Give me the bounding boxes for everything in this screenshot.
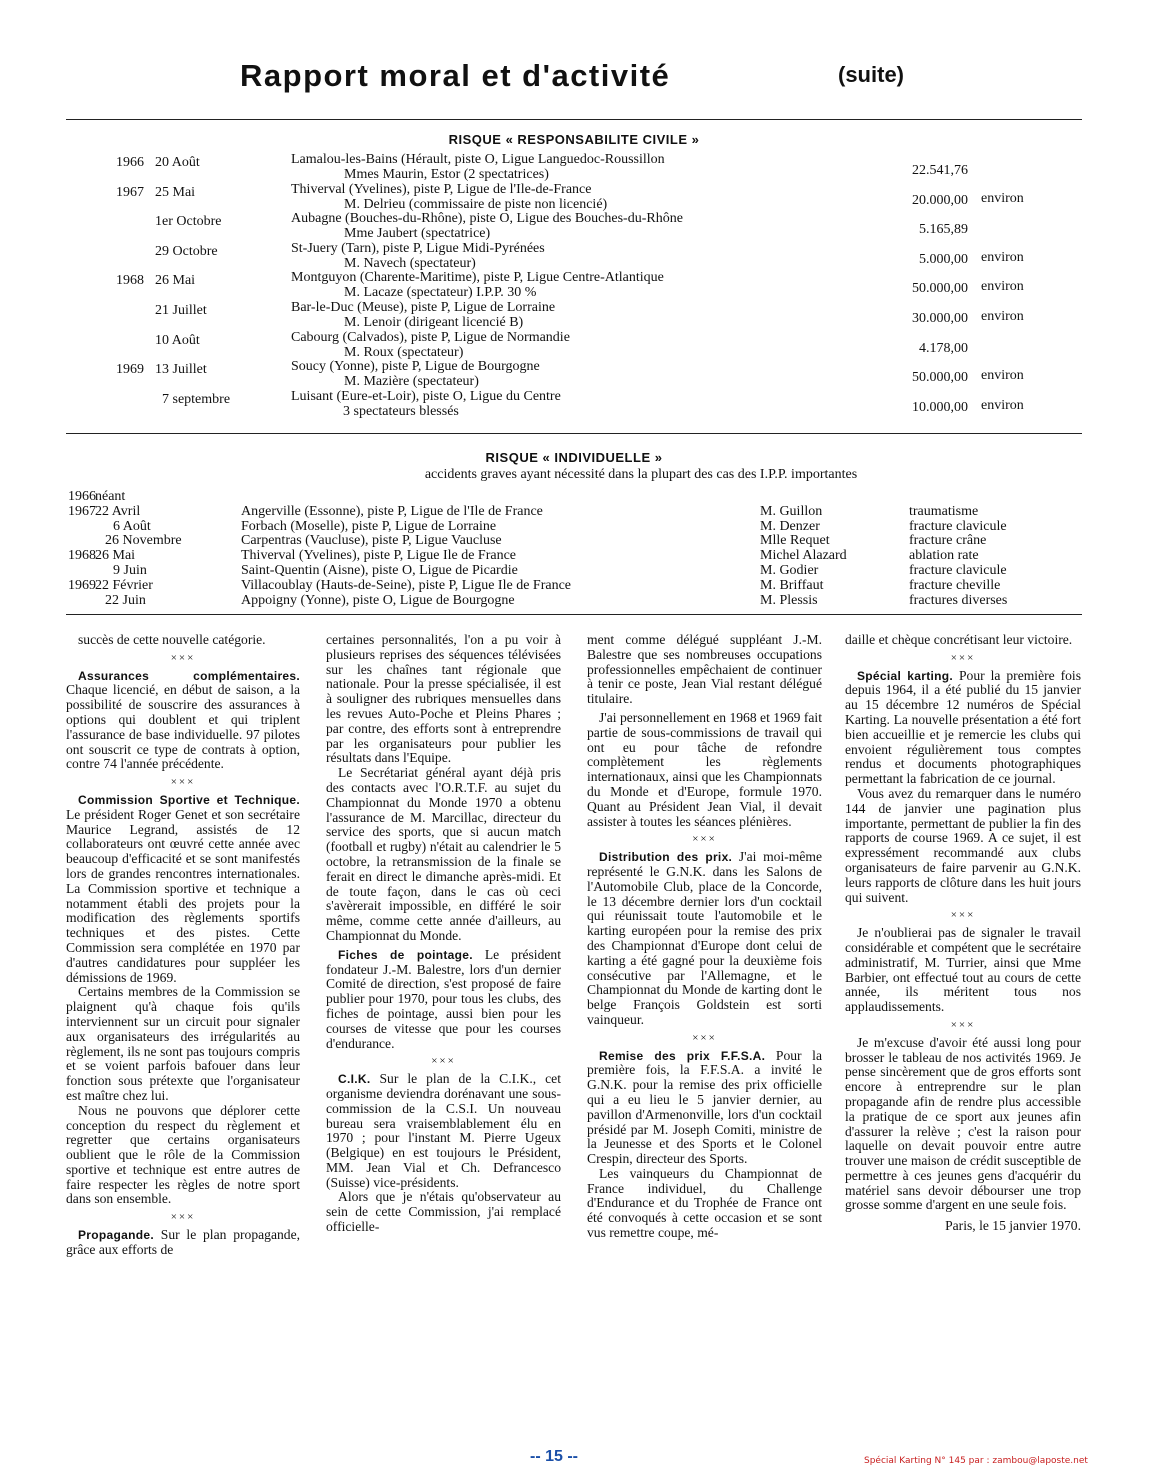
row-location: Thiverval (Yvelines), piste P, Ligue de l'Ile-de-France [291, 182, 592, 197]
section-heading-individuelle: RISQUE « INDIVIDUELLE » [485, 450, 663, 465]
row-location: Thiverval (Yvelines), piste P, Ligue Ile de France [241, 548, 517, 563]
row-victim: Mmes Maurin, Estor (2 spectatrices) [344, 167, 549, 182]
row-year: 1969 [116, 362, 144, 377]
section-heading-civile: RISQUE « RESPONSABILITE CIVILE » [448, 132, 700, 147]
paragraph-text: Pour la première fois depuis 1964, il a été publié du 15 janvier au 15 décembre 12 numéros de Spécial Karting. La nouvelle présentation a été fort bien accueillie et je remercie les clubs qui envoient régulièrement tous comptes rendus et documents photographiques permettant la fabrication de ce journal. [845, 667, 1081, 787]
paragraph [326, 1072, 561, 1190]
row-note: environ [981, 398, 1024, 413]
row-year: 1966 [68, 489, 96, 504]
paragraph-heading: Propagande. [78, 1228, 154, 1243]
paragraph: Alors que je n'étais qu'observateur au sein de cette Commission, j'ai remplacé officielle- [326, 1189, 561, 1235]
row-injury: traumatisme [909, 504, 979, 519]
row-injury: fracture clavicule [909, 519, 1007, 534]
row-amount: 4.178,00 [919, 341, 968, 356]
paragraph-heading: Remise des prix F.F.S.A. [599, 1048, 766, 1063]
row-victim: M. Mazière (spectateur) [344, 374, 479, 389]
paragraph: daille et chèque concrétisant leur victoire. [845, 632, 1073, 647]
separator: ××× [170, 776, 196, 789]
paragraph: Je n'oublierai pas de signaler le travail considérable et compétent que le secrétaire administratif, M. Turrier, ainsi que Mme Barbier, ont effectué tout au cours de cette année, ils méritent tous nos applaudissements. [845, 925, 1081, 1015]
paragraph: Je m'excuse d'avoir été aussi long pour brosser le tableau de nos activités 1969. Je pense sincèrement que de gros efforts sont encore à entreprendre sur le plan propagande afin de rendre plus accessible la pratique de ce sport aux jeunes afin d'assurer la relève ; c'est la raison pour laquelle on devait pouvoir entre autre trouver une maison de crédit susceptible de permettre à ces jeunes gens d'acquérir du matériel sans devoir débourser une trop grosse somme d'argent en une seule fois. [845, 1034, 1081, 1213]
row-location: Aubagne (Bouches-du-Rhône), piste O, Ligue des Bouches-du-Rhône [291, 211, 683, 226]
divider [66, 119, 1082, 120]
paragraph [66, 1228, 300, 1258]
row-amount: 10.000,00 [912, 400, 968, 415]
paragraph: Nous ne pouvons que déplorer cette conception du respect du règlement et regretter que certains organisateurs oublient que le rôle de la Commission sportive et technique est entre autres de faire respecter les règles de notre sport dans son ensemble. [66, 1102, 300, 1207]
row-victim: M. Roux (spectateur) [344, 345, 464, 360]
row-amount: 22.541,76 [912, 163, 968, 178]
paragraph: Le Secrétariat général ayant déjà pris des contacts avec l'O.R.T.F. au sujet du Championnat du Monde 1970 a obtenu l'assurance de M. Marcillac, directeur du service des sports, que si aucun match (football et rugby) n'était au calendrier le 5 octobre, la retransmission de la finale se ferait en direct le dimanche après-midi. Et de toute façon, dans le cas où ceci s'avèrerait impossible, en différé le soir même, comme cette année d'ailleurs, au Championnat du Monde. [326, 765, 561, 943]
article-column-1 [66, 633, 300, 1258]
row-note: environ [981, 368, 1024, 383]
row-note: environ [981, 309, 1024, 324]
row-date: 7 septembre [162, 392, 231, 407]
paragraph: certaines personnalités, l'on a pu voir à plusieurs reprises des séquences télévisées sur les chaînes tant régionale que nationale. Pour la presse spécialisée, il est à souligner des rubriques mensuelles dans les revues Auto-Poche et Pleins Phares ; par contre, des efforts sont à entreprendre par les organisateurs pour publier les résultats dans l'Equipe. [326, 632, 561, 766]
row-date: 26 Novembre [105, 533, 182, 548]
row-location: Luisant (Eure-et-Loir), piste O, Ligue du Centre [291, 389, 561, 404]
row-location: Appoigny (Yonne), piste O, Ligue de Bourgogne [241, 593, 515, 608]
row-victim: M. Navech (spectateur) [344, 256, 476, 271]
page-title: Rapport moral et d'activité [240, 58, 671, 93]
row-date: 10 Août [155, 333, 200, 348]
row-injury: fractures diverses [909, 593, 1008, 608]
row-amount: 5.000,00 [919, 252, 968, 267]
footer-credit: Spécial Karting N° 145 par : zambou@laposte.net [864, 1456, 1088, 1466]
row-date: 1er Octobre [155, 214, 222, 229]
paragraph [326, 948, 561, 1052]
separator: ××× [431, 1055, 456, 1068]
row-amount: 5.165,89 [919, 222, 968, 237]
row-date: 26 Mai [95, 548, 136, 563]
row-year: 1968 [68, 548, 96, 563]
paragraph-text: J'ai moi-même représenté le G.N.K. dans les Salons de l'Automobile Club, place de la Concorde, le 13 décembre dernier lors d'un cocktail qui réunissait toute l'automobile et le karting européen pour la remise des prix des Championnat d'Europe dont celui de karting a été gagné pour la deuxième fois consécutive par l'Allemagne, et le Championnat du Monde de karting dont le belge François Goldstein est sorti vainqueur. [587, 849, 822, 1027]
row-person: M. Briffaut [760, 578, 824, 593]
paragraph-text: Sur le plan de la C.I.K., cet organisme deviendra dorénavant une sous-commission de la C.S.I. Un nouveau bureau sera vraisemblablement élu en 1970 ; pour l'instant M. Pierre Ugeux (Belgique) en est toujours le Président, MM. Jean Vial et Ch. Defrancesco (Suisse) vice-présidents. [326, 1071, 561, 1190]
row-injury: fracture clavicule [909, 563, 1007, 578]
row-location: Saint-Quentin (Aisne), piste O, Ligue de Picardie [241, 563, 518, 578]
separator: ××× [692, 1031, 717, 1044]
paragraph-heading: Commission Sportive et Technique. [78, 792, 300, 807]
row-victim: 3 spectateurs blessés [343, 404, 459, 419]
page-number: -- 15 -- [530, 1448, 578, 1465]
paragraph: ment comme délégué suppléant J.-M. Balestre que ses nombreuses occupations professionnelles empêchaient de continuer à tenir ce poste, Jean Vial restant délégué titulaire. [587, 632, 822, 707]
row-person: Mlle Requet [760, 533, 830, 548]
row-amount: 30.000,00 [912, 311, 968, 326]
separator: ××× [950, 1018, 976, 1031]
row-date: 22 Avril [95, 504, 141, 519]
signature-date: Paris, le 15 janvier 1970. [945, 1218, 1081, 1234]
row-location: Carpentras (Vaucluse), piste P, Ligue Vaucluse [241, 533, 502, 548]
paragraph: Certains membres de la Commission se plaignent qu'à chaque fois qu'ils interviennent sur un circuit pour signaler aux organisateurs des irrégularités au règlement, ils ne sont pas toujours compris et se voient parfois bafouer dans leur fonction sous prétexte que l'organisateur est maître chez lui. [66, 984, 300, 1103]
row-injury: fracture cheville [909, 578, 1001, 593]
paragraph: Vous avez du remarquer dans le numéro 144 de janvier une pagination plus importante, permettant de publier la fin des rapports de course 1969. A ce sujet, il est expressément recommandé aux clubs organisateurs de faire parvenir au G.N.K. leurs rapports de clôture dans les huit jours qui suivent. [845, 785, 1081, 905]
page-subtitle: (suite) [838, 62, 904, 87]
separator: ××× [692, 833, 717, 846]
row-location: Soucy (Yonne), piste P, Ligue de Bourgogne [291, 359, 540, 374]
row-injury: ablation rate [909, 548, 979, 563]
row-date: 22 Juin [105, 593, 146, 608]
paragraph-heading: C.I.K. [338, 1072, 371, 1087]
row-victim: Mme Jaubert (spectatrice) [344, 226, 491, 241]
row-amount: 50.000,00 [912, 370, 968, 385]
row-victim: M. Lacaze (spectateur) I.P.P. 30 % [344, 285, 537, 300]
article-column-3 [587, 633, 822, 1241]
separator: ××× [950, 909, 976, 922]
row-note: environ [981, 279, 1024, 294]
paragraph [587, 1049, 822, 1167]
row-person: M. Godier [760, 563, 819, 578]
row-year: 1969 [68, 578, 96, 593]
paragraph-text: Chaque licencié, en début de saison, a la possibilité de souscrire des assurances à options qui doublent et qui triplent l'assurance de base individuelle. 97 pilotes ont souscrit ce type de contrats à option, contre 74 l'année précédente. [66, 682, 300, 772]
row-location: Cabourg (Calvados), piste P, Ligue de Normandie [291, 330, 570, 345]
row-date: 6 Août [113, 519, 151, 534]
row-date: néant [95, 489, 126, 504]
divider [66, 433, 1082, 434]
paragraph-heading: Distribution des prix. [599, 850, 733, 865]
paragraph-heading: Fiches de pointage. [338, 947, 473, 962]
row-injury: fracture crâne [909, 533, 987, 548]
separator: ××× [950, 651, 976, 664]
row-location: Lamalou-les-Bains (Hérault, piste O, Ligue Languedoc-Roussillon [291, 152, 665, 167]
article-column-4 [845, 633, 1081, 1234]
row-year: 1967 [116, 185, 144, 200]
divider [66, 614, 1082, 615]
row-date: 13 Juillet [155, 362, 207, 377]
paragraph-text: Pour la première fois, la F.F.S.A. a invité le G.N.K. pour la remise des prix officielle qui a eu lieu le 5 janvier dernier, au pavillon d'Armenonville, lors d'un cocktail présidé par M. Joseph Comiti, ministre de la Jeunesse et des Sports et le Colonel Crespin, directeur des Sports. [587, 1047, 822, 1167]
section-subheading-individuelle: accidents graves ayant nécessité dans la plupart des cas des I.P.P. importantes [424, 467, 858, 482]
row-location: Forbach (Moselle), piste P, Ligue de Lorraine [241, 519, 497, 534]
paragraph-text: Le président fondateur J.-M. Balestre, lors d'un dernier Comité de direction, s'est proposé de faire publier pour 1970, pour tous les clubs, des fiches de pointage, aussi bien pour les courses de vitesse que pour les courses d'endurance. [326, 946, 561, 1051]
row-location: Villacoublay (Hauts-de-Seine), piste P, Ligue Ile de France [241, 578, 571, 593]
separator: ××× [170, 1211, 196, 1224]
page-header [240, 58, 940, 98]
paragraph [845, 669, 1081, 787]
row-date: 29 Octobre [155, 244, 218, 259]
row-year: 1968 [116, 273, 144, 288]
row-location: Montguyon (Charente-Maritime), piste P, Ligue Centre-Atlantique [291, 270, 664, 285]
row-date: 25 Mai [155, 185, 196, 200]
row-date: 9 Juin [113, 563, 147, 578]
row-victim: M. Lenoir (dirigeant licencié B) [344, 315, 524, 330]
paragraph: J'ai personnellement en 1968 et 1969 fait partie de sous-commissions de travail qui ont eu pour tâche de refondre complètement les règlements internationaux, ainsi que les Championnats du Monde et d'Europe, formule 1970. Quant au Président Jean Vial, il devait assister à toutes les séances plénières. [587, 709, 822, 829]
row-year: 1966 [116, 155, 144, 170]
paragraph [587, 850, 822, 1028]
row-note: environ [981, 250, 1024, 265]
row-date: 20 Août [155, 155, 200, 170]
paragraph: Les vainqueurs du Championnat de France individuel, du Challenge d'Endurance et du Trophée de France ont été convoqués à cette occasion et se sont vus remettre coupe, mé- [587, 1165, 822, 1241]
row-person: M. Guillon [760, 504, 823, 519]
row-victim: M. Delrieu (commissaire de piste non licencié) [344, 197, 608, 212]
row-date: 22 Février [95, 578, 153, 593]
paragraph: succès de cette nouvelle catégorie. [78, 632, 266, 647]
row-location: Angerville (Essonne), piste P, Ligue de l'Ile de France [241, 504, 543, 519]
row-person: M. Denzer [760, 519, 820, 534]
row-person: M. Plessis [760, 593, 818, 608]
paragraph [66, 669, 300, 773]
paragraph-text: Sur le plan propagande, grâce aux efforts de [66, 1227, 300, 1257]
row-year: 1967 [68, 504, 96, 519]
paragraph-heading: Spécial karting. [857, 668, 954, 683]
row-location: St-Juery (Tarn), piste P, Ligue Midi-Pyrénées [291, 241, 545, 256]
row-date: 26 Mai [155, 273, 196, 288]
article-column-2 [326, 633, 561, 1235]
row-amount: 20.000,00 [912, 193, 968, 208]
row-location: Bar-le-Duc (Meuse), piste P, Ligue de Lorraine [291, 300, 556, 315]
row-amount: 50.000,00 [912, 281, 968, 296]
paragraph-heading: Assurances complémentaires. [78, 668, 300, 683]
row-person: Michel Alazard [760, 548, 847, 563]
paragraph [66, 793, 300, 985]
paragraph-text: Le président Roger Genet et son secrétaire Maurice Legrand, assistés de 12 collaborateurs ont œuvré cette année avec beaucoup d'efficacité et se sont manifestés lors de grandes rencontres internationales. La Commission sportive et technique a notamment établi des projets pour la modification des règlements sportifs techniques et des pistes. Cette Commission sera complétée en 1970 par d'autres candidatures pour suppléer les démissions de 1969. [66, 806, 300, 985]
separator: ××× [170, 651, 196, 664]
row-date: 21 Juillet [155, 303, 207, 318]
row-note: environ [981, 191, 1024, 206]
